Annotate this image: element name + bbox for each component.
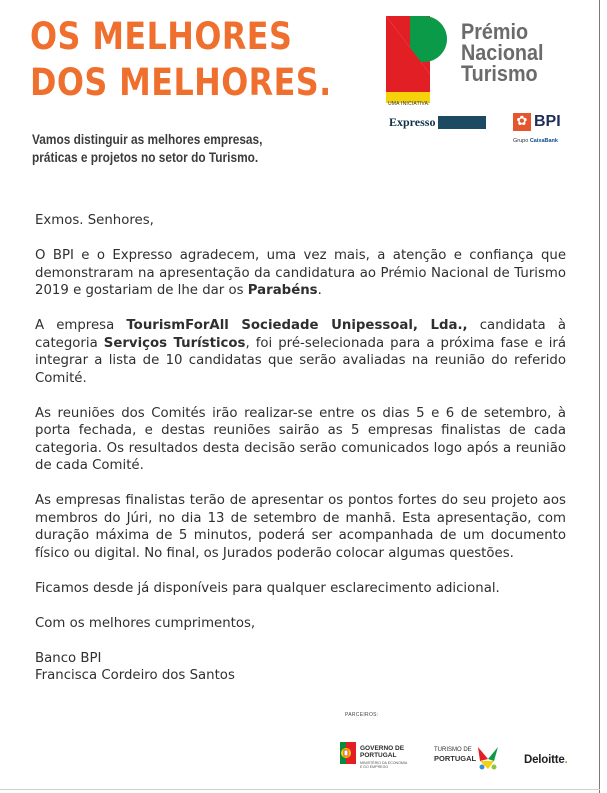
governo-text (360, 745, 404, 759)
headline-line-1: OS MELHORES (30, 15, 293, 58)
deloitte-text: Deloitte (524, 754, 565, 766)
paragraph-5: Ficamos desde já disponíveis para qualquer esclarecimento adicional. (35, 580, 500, 596)
headline-line-2: DOS MELHORES. (30, 61, 332, 104)
closing: Com os melhores cumprimentos, (35, 615, 256, 631)
expresso-logo (388, 116, 486, 129)
turismo-line-2: PORTUGAL (434, 754, 477, 763)
governo-line-2: PORTUGAL (360, 752, 397, 759)
category-name: Serviços Turísticos (103, 335, 246, 351)
expresso-logo-text: Expresso (388, 116, 438, 129)
turismo-line-1: TURISMO DE (434, 747, 472, 753)
paragraph-3: As reuniões dos Comités irão realizar-se entre os dias 5 e 6 de setembro, à porta fechada, e destas reuniões sairão as 5 empresas finalistas de cada categoria. Os resultados desta decisão serão comunicados logo após a reunião de cada Comité. (35, 405, 566, 473)
signature-org: Banco BPI (35, 650, 102, 666)
letter-body (35, 212, 566, 685)
company-name: TourismForAll Sociedade Unipessoal, Lda., (126, 318, 468, 333)
premio-nacional-turismo-logo-icon (386, 16, 448, 112)
paragraph-1 (35, 247, 566, 300)
tagline-line-2: práticas e projetos no setor do Turismo. (32, 150, 259, 165)
initiative-label: UMA INICIATIVA: (388, 101, 430, 107)
logo-line-premio: Prémio (461, 19, 529, 44)
ministerio-line-1: MINISTÉRIO DA ECONOMIA (360, 761, 408, 765)
caixabank-group-logo (513, 138, 558, 144)
greeting: Exmos. Senhores, (35, 213, 154, 228)
paragraph-2-text-a: A empresa (35, 318, 127, 333)
group-prefix: Grupo (513, 138, 529, 144)
tagline (32, 131, 262, 167)
portugal-coat-of-arms-icon (340, 742, 356, 764)
tagline-line-1: Vamos distinguir as melhores empresas, (32, 132, 263, 147)
premio-nacional-turismo-logo-text (461, 21, 544, 84)
page-bottom-border (0, 789, 600, 790)
bpi-logo-text: BPI (534, 113, 561, 130)
ministerio-line-2: E DO EMPREGO (360, 765, 389, 769)
logo-line-nacional: Nacional (461, 40, 544, 65)
turismo-de-portugal-logo (434, 747, 476, 763)
paragraph-2 (35, 317, 566, 387)
governo-de-portugal-logo (340, 742, 412, 776)
page-right-border (599, 0, 600, 793)
ministerio-text (360, 761, 407, 769)
deloitte-dot: . (564, 754, 568, 766)
governo-line-1: GOVERNO DE (360, 745, 405, 752)
caixabank-name: CaixaBank (529, 138, 558, 144)
turismo-de-portugal-mark-icon (476, 745, 500, 771)
paragraph-2-text-b: candidata à categoria (35, 318, 566, 351)
paragraph-2-text-c: , foi pré-selecionada para a próxima fase e irá integrar a lista de 10 candidatas que serão avaliadas na reunião do referido Comité. (35, 335, 567, 386)
paragraph-1-end: . (317, 283, 322, 298)
headline (30, 14, 332, 106)
paragraph-1-text: O BPI e o Expresso agradecem, uma vez mais, a atenção e confiança que demonstraram na apresentação da candidatura ao Prémio Nacional de Turismo 2019 e gostariam de lhe dar os (35, 248, 566, 298)
bpi-flower-icon: ✿ (513, 113, 531, 131)
logo-line-turismo: Turismo (461, 61, 538, 86)
congratulations-text: Parabéns (247, 283, 318, 298)
partners-label: PARCEIROS: (345, 712, 379, 718)
paragraph-4: As empresas finalistas terão de apresentar os pontos fortes do seu projeto aos membros do Júri, no dia 13 de setembro de manhã. Esta apresentação, com duração máxima de 5 minutos, poderá ser acompanhada de um documento físico ou digital. No final, os Jurados poderão colocar algumas questões. (35, 493, 566, 561)
signature (35, 650, 566, 685)
signature-name: Francisca Cordeiro dos Santos (35, 668, 235, 683)
deloitte-logo (524, 754, 568, 766)
